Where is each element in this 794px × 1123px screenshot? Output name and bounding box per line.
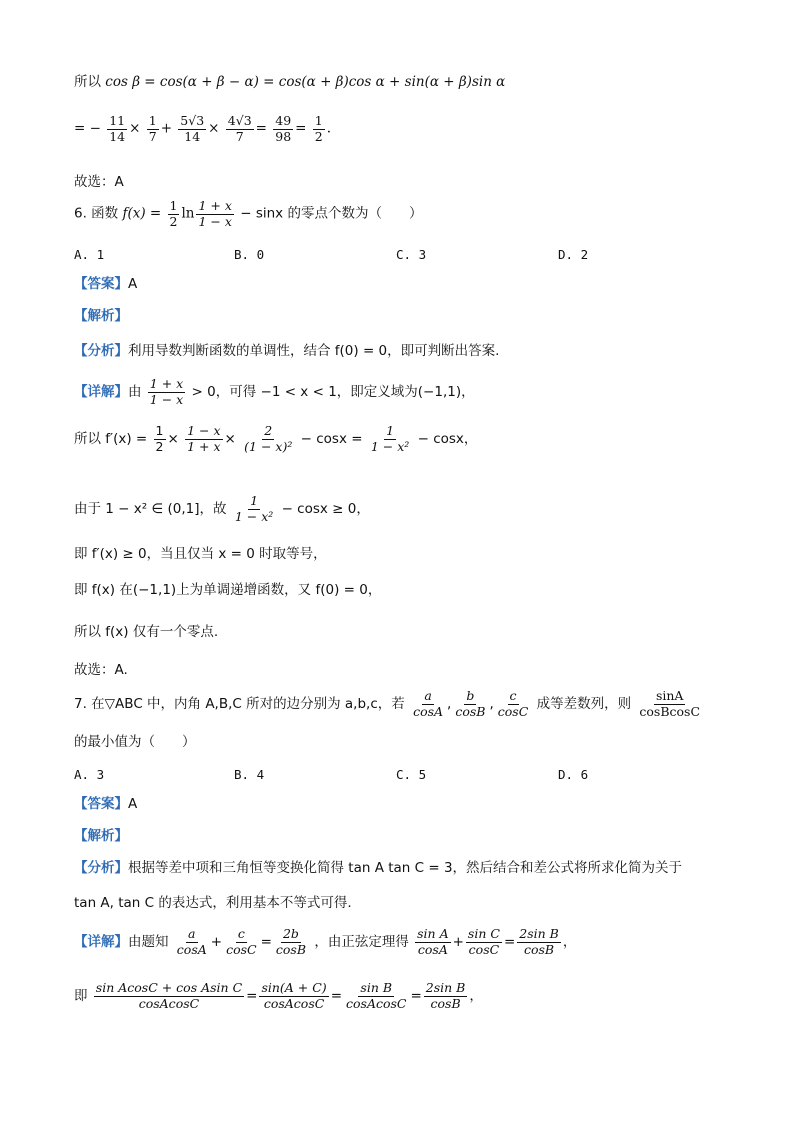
fraction: $\frac{\text{2sin B}}{\cos B}$ — [519, 926, 559, 957]
answer-value: A — [128, 796, 138, 812]
answer-label: 【答案】 — [74, 796, 128, 812]
fenxi-7-cont: tan A, tan C 的表达式，利用基本不等式可得. — [74, 895, 352, 911]
answer-label: 【答案】 — [74, 276, 128, 292]
option-a: A. 3 — [74, 767, 105, 782]
text: 由于 1 − x² ∈ (0,1]，故 — [74, 501, 227, 517]
detail-7-line-1: 【详解】由题知 $\frac{a}{\cos A}$ + $\frac{c}{\cos C}$ = $\frac{2b}{\cos B}$ ，由正弦定理得 $\frac{\text{sin A}}{\cos A}$ + $\frac{\text{sin C}}{\cos C}$ = $\frac{\text{2sin B}}{\cos B}$ ， — [74, 926, 577, 957]
text: 成等差数列，则 — [536, 696, 632, 712]
option-b: B. 0 — [234, 247, 265, 262]
analysis-label-6: 【解析】 — [74, 308, 128, 324]
math: cos β = cos(α + β − α) = cos(α + β)cos α + sin(α + β)sin α — [105, 74, 506, 90]
equation-line-1 — [74, 76, 505, 90]
question-7: 7. 在▽ABC 中，内角 A,B,C 所对的边分别为 a,b,c，若 $\frac{a}{\cos A}$ , $\frac{b}{\cos B}$ , $\frac{c}{\cos C}$ 成等差数列，则 $\frac{\sin A}{\text{cosBcosC}}$ — [74, 688, 701, 719]
text: − cosx = — [300, 431, 363, 447]
text: 所以 — [74, 74, 101, 90]
fraction: $\frac{5√3}{14}$ — [180, 113, 205, 144]
fraction: $\frac{a}{\cos A}$ — [413, 688, 444, 719]
fraction: $\frac{\text{2sin B}}{\cos B}$ — [425, 980, 466, 1011]
detail-line-6: 所以 f(x) 仅有一个零点. — [74, 624, 219, 640]
fraction: $\frac{c}{\cos C}$ — [226, 926, 257, 957]
fenxi-7 — [74, 862, 682, 876]
text: − sinx 的零点个数为（ ） — [240, 205, 423, 222]
text: 6. 函数 — [74, 205, 119, 222]
text: 即 — [74, 988, 88, 1004]
math: f(x) = — [122, 205, 162, 222]
fraction: $\frac{4√3}{7}$ — [227, 113, 252, 144]
fraction: $\frac{c}{\cos C}$ — [497, 688, 529, 719]
fraction: $\frac{49}{98}$ — [275, 113, 292, 144]
fraction: $\frac{\text{sin C}}{\cos C}$ — [467, 926, 500, 957]
fraction: $\frac{2b}{\cos B}$ — [275, 926, 307, 957]
option-c: C. 5 — [396, 767, 427, 782]
detail-line-3 — [74, 495, 370, 523]
fraction: $\frac{1}{2}$ — [169, 198, 178, 229]
equation-line-2: = − $\frac{11}{14}$ × $\frac{1}{7}$ + $\frac{5√3}{14}$ × $\frac{4√3}{7}$ = $\frac{49}{98}$ = $\frac{1}{2}$ . — [74, 113, 332, 144]
fraction: $\frac{1}{7}$ — [148, 113, 157, 144]
fraction: $\frac{11}{14}$ — [109, 113, 126, 144]
analysis-label-7: 【解析】 — [74, 828, 128, 844]
fraction: $\frac{\text{sin AcosC + cos Asin C}}{\text{cosAcosC}}$ — [95, 980, 243, 1011]
option-a: A. 1 — [74, 247, 105, 262]
fraction: $\frac{\text{sin B}}{\text{cosAcosC}}$ — [346, 980, 407, 1011]
fraction: $\frac{1}{2}$ — [314, 113, 323, 144]
fraction: $\frac{1 + x}{1 - x}$ — [149, 376, 184, 407]
answer-value: A — [128, 276, 138, 292]
text: 7. 在▽ABC 中，内角 A,B,C 所对的边分别为 a,b,c，若 — [74, 696, 405, 712]
fraction: $\frac{\sin(A + C)}{\text{cosAcosC}}$ — [261, 980, 327, 1011]
option-d: D. 6 — [558, 767, 589, 782]
select-answer-2: 故选：A. — [74, 662, 128, 678]
fenxi-label: 【分析】 — [74, 343, 128, 359]
text: 利用导数判断函数的单调性，结合 f(0) = 0，即可判断出答案. — [128, 343, 500, 359]
fraction: $\frac{1}{\text{1 − x²}}$ — [234, 493, 274, 524]
detail-7-line-2: 即 $\frac{\text{sin AcosC + cos Asin C}}{\text{cosAcosC}}$ = $\frac{\sin(A + C)}{\text{cosAcosC}}$ = $\frac{\text{sin B}}{\text{cosAcosC}}$ = $\frac{\text{2sin B}}{\cos B}$ ， — [74, 980, 483, 1011]
option-c: C. 3 — [396, 247, 427, 262]
answer-6 — [74, 278, 137, 292]
fraction: $\frac{1}{\text{1 − x²}}$ — [370, 423, 410, 454]
text: 由题知 — [128, 934, 169, 950]
fraction: $\frac{\text{sin A}}{\cos A}$ — [417, 926, 449, 957]
math: ln — [181, 205, 195, 222]
select-answer-1: 故选：A — [74, 174, 124, 190]
fraction: $\frac{1}{2}$ — [155, 423, 164, 454]
fraction: $\frac{a}{\cos A}$ — [176, 926, 207, 957]
text: 由 — [128, 384, 142, 400]
detail-line-4: 即 f′(x) ≥ 0，当且仅当 x = 0 时取等号， — [74, 546, 327, 562]
math: = − — [74, 120, 101, 137]
text: − cosx， — [417, 431, 478, 447]
question-6 — [74, 200, 422, 228]
detail-label: 【详解】 — [74, 934, 128, 950]
option-b: B. 4 — [234, 767, 265, 782]
fraction: $\frac{1 - x}{1 + x}$ — [187, 423, 221, 454]
fraction: $\frac{1 + x}{1 - x}$ — [198, 198, 232, 229]
text: − cosx ≥ 0， — [281, 501, 370, 517]
fenxi-6 — [74, 345, 499, 359]
fraction: $\frac{b}{\cos B}$ — [455, 688, 486, 719]
detail-line-5: 即 f(x) 在(−1,1)上为单调递增函数，又 f(0) = 0， — [74, 582, 382, 598]
text: 所以 f′(x) = — [74, 431, 148, 447]
fraction: $\frac{2}{\text{(1 − x)²}}$ — [244, 423, 293, 454]
fenxi-label: 【分析】 — [74, 860, 128, 876]
fraction: $\frac{\sin A}{\text{cosBcosC}}$ — [639, 688, 701, 719]
text: > 0，可得 −1 < x < 1，即定义域为(−1,1)， — [191, 384, 475, 400]
option-d: D. 2 — [558, 247, 589, 262]
question-7-cont: 的最小值为（ ） — [74, 734, 196, 750]
text: ，由正弦定理得 — [314, 934, 409, 950]
detail-line-2: 所以 f′(x) = $\frac{1}{2}$ × $\frac{1 - x}{1 + x}$ × $\frac{2}{\text{(1 − x)²}}$ − cosx = $\frac{1}{\text{1 − x²}}$ − cosx， — [74, 423, 478, 454]
detail-label: 【详解】 — [74, 384, 128, 400]
detail-line-1 — [74, 378, 475, 406]
text: 根据等差中项和三角恒等变换化简得 tan A tan C = 3，然后结合和差公式将所求化简为关于 — [128, 860, 683, 876]
answer-7 — [74, 798, 137, 812]
